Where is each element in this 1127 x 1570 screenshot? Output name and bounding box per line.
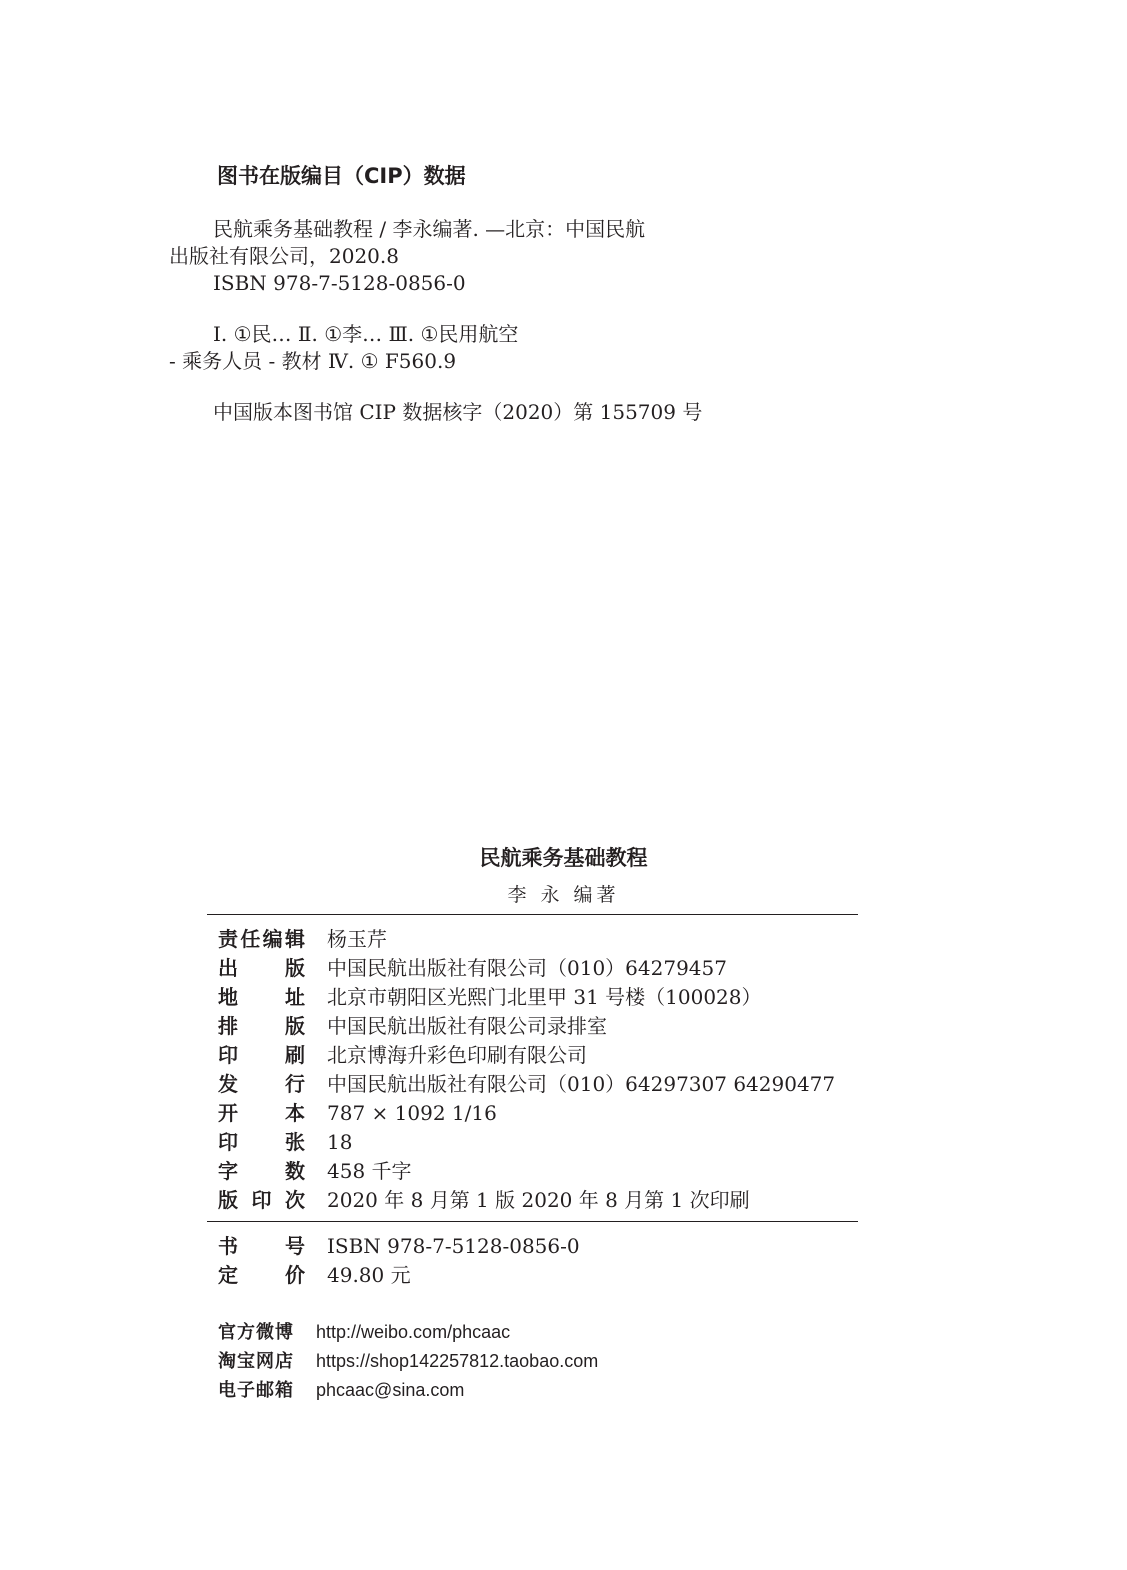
detail-value: 中国民航出版社有限公司（010）64279457 — [327, 956, 727, 980]
label-char: 出 — [218, 956, 238, 980]
label-char: 址 — [285, 985, 305, 1009]
label-char: 责 — [218, 927, 238, 951]
cip-record-number: 中国版本图书馆 CIP 数据核字（2020）第 155709 号 — [213, 400, 703, 424]
detail-label — [218, 1186, 305, 1215]
cip-entry-line2: 出版社有限公司，2020.8 — [169, 244, 399, 268]
label-char: 辑 — [284, 927, 305, 951]
label-char: 刷 — [285, 1043, 305, 1067]
label-char: 地 — [218, 985, 238, 1009]
label-char: 书 — [218, 1234, 238, 1258]
detail-label — [218, 954, 305, 983]
contact-label: 淘宝网店 — [218, 1351, 294, 1372]
detail-label — [218, 925, 305, 954]
cip-class-line2: - 乘务人员 - 教材 Ⅳ. ① F560.9 — [169, 349, 457, 373]
detail-label — [218, 1157, 305, 1186]
label-char: 价 — [285, 1263, 305, 1287]
contact-value[interactable]: http://weibo.com/phcaac — [316, 1322, 511, 1342]
detail-label — [218, 1128, 305, 1157]
detail-label — [218, 1012, 305, 1041]
detail-value: 北京博海升彩色印刷有限公司 — [327, 1043, 587, 1067]
label-char: 版 — [285, 956, 305, 980]
cip-title: 图书在版编目（CIP）数据 — [217, 164, 466, 188]
label-char: 发 — [218, 1072, 238, 1096]
label-char: 任 — [240, 927, 261, 951]
detail-label — [218, 1099, 305, 1128]
cip-class-line1: Ⅰ. ①民… Ⅱ. ①李… Ⅲ. ①民用航空 — [213, 322, 519, 346]
top-rule — [207, 914, 858, 915]
label-char: 印 — [218, 1043, 238, 1067]
label-char: 版 — [218, 1188, 238, 1212]
label-char: 数 — [285, 1159, 305, 1183]
label-char: 印 — [218, 1130, 238, 1154]
cip-entry-line1: 民航乘务基础教程 / 李永编著. —北京：中国民航 — [213, 217, 646, 241]
label-char: 字 — [218, 1159, 238, 1183]
cip-isbn: ISBN 978-7-5128-0856-0 — [213, 271, 466, 295]
label-char: 本 — [285, 1101, 305, 1125]
book-author: 李 永 编著 — [507, 884, 620, 906]
detail-label — [218, 1261, 305, 1290]
detail-label — [218, 1041, 305, 1070]
detail-value: 中国民航出版社有限公司录排室 — [327, 1014, 607, 1038]
detail-value: ISBN 978-7-5128-0856-0 — [327, 1234, 580, 1258]
detail-value: 2020 年 8 月第 1 版 2020 年 8 月第 1 次印刷 — [327, 1188, 750, 1212]
detail-label — [218, 1232, 305, 1261]
detail-value: 458 千字 — [327, 1159, 412, 1183]
label-char: 版 — [285, 1014, 305, 1038]
detail-value: 杨玉芹 — [327, 927, 387, 951]
contact-value[interactable]: phcaac@sina.com — [316, 1380, 465, 1400]
contact-label: 电子邮箱 — [218, 1380, 294, 1401]
detail-label — [218, 983, 305, 1012]
book-title: 民航乘务基础教程 — [479, 846, 648, 870]
detail-value: 北京市朝阳区光熙门北里甲 31 号楼（100028） — [327, 985, 762, 1009]
detail-value: 中国民航出版社有限公司（010）64297307 64290477 — [327, 1072, 836, 1096]
label-char: 编 — [262, 927, 283, 951]
label-char: 排 — [218, 1014, 238, 1038]
detail-value: 49.80 元 — [327, 1263, 411, 1287]
label-char: 定 — [218, 1263, 238, 1287]
detail-value: 787 × 1092 1/16 — [327, 1101, 497, 1125]
label-char: 印 — [251, 1188, 272, 1212]
label-char: 张 — [285, 1130, 305, 1154]
detail-label — [218, 1070, 305, 1099]
contact-label: 官方微博 — [218, 1322, 294, 1343]
bottom-rule — [207, 1221, 858, 1222]
label-char: 号 — [285, 1234, 305, 1258]
label-char: 行 — [285, 1072, 305, 1096]
detail-value: 18 — [327, 1130, 353, 1154]
label-char: 次 — [285, 1188, 305, 1212]
label-char: 开 — [218, 1101, 238, 1125]
contact-value[interactable]: https://shop142257812.taobao.com — [316, 1351, 599, 1371]
